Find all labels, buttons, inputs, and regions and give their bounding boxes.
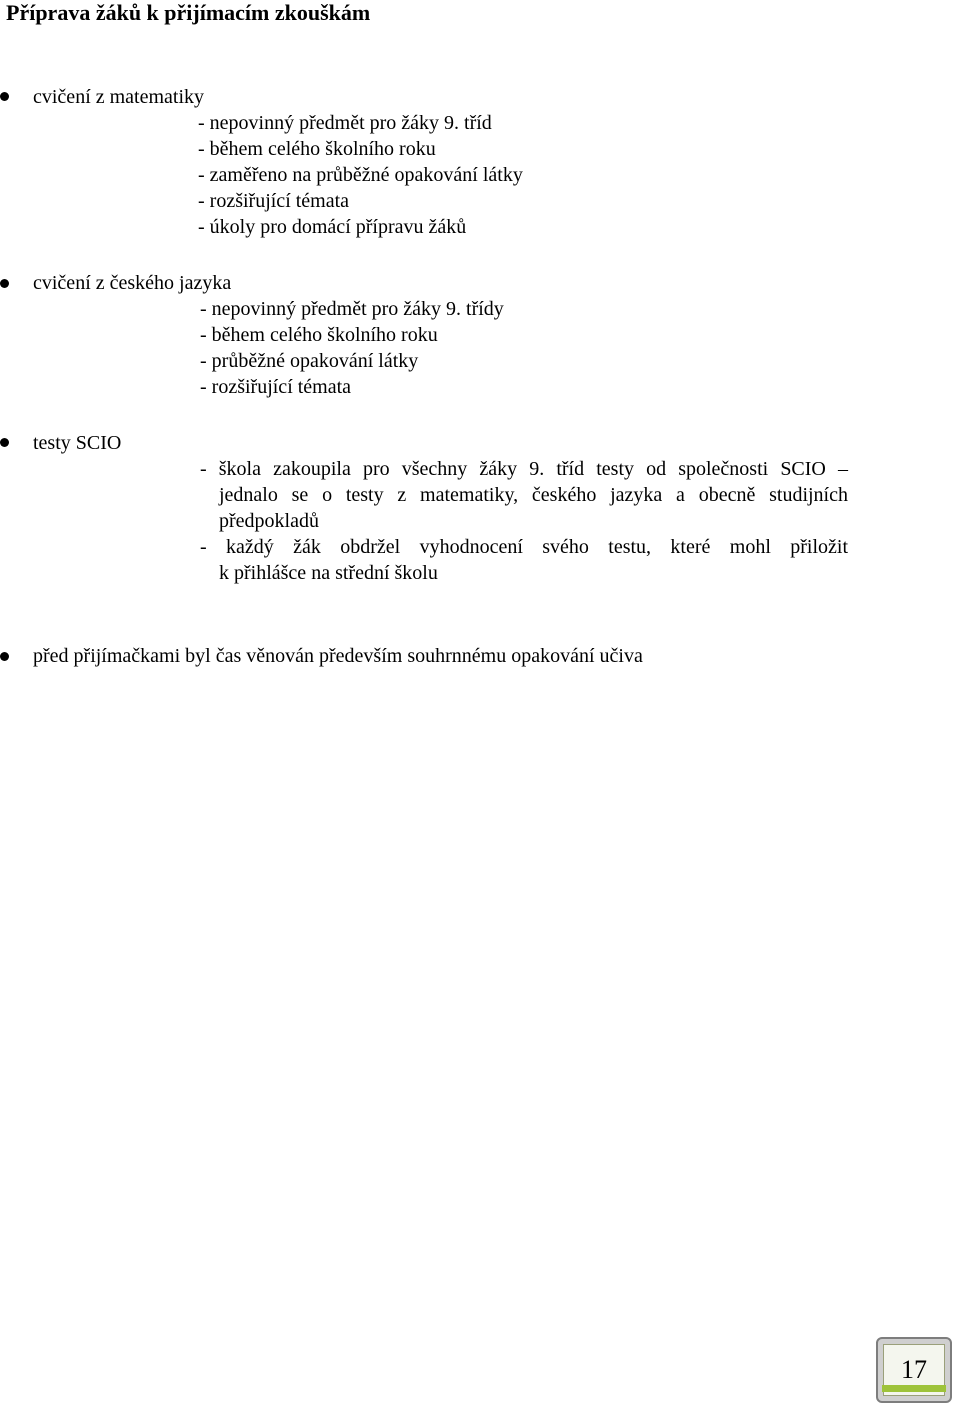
bullet-icon bbox=[0, 438, 9, 447]
section-heading-math: cvičení z matematiky bbox=[33, 86, 205, 108]
list-item: - rozšiřující témata bbox=[200, 376, 352, 398]
list-item: jednalo se o testy z matematiky, českého jazyka a obecně studijních bbox=[219, 484, 848, 506]
page-number-box bbox=[876, 1337, 952, 1403]
list-item: - nepovinný předmět pro žáky 9. tříd bbox=[198, 112, 492, 134]
list-item: - rozšiřující témata bbox=[198, 190, 350, 212]
section-heading-czech: cvičení z českého jazyka bbox=[33, 272, 232, 294]
list-item: k přihlášce na střední školu bbox=[219, 562, 438, 584]
page-title: Příprava žáků k přijímacím zkouškám bbox=[6, 0, 371, 25]
section-heading-scio: testy SCIO bbox=[33, 432, 122, 454]
bullet-icon bbox=[0, 652, 9, 661]
list-item: - během celého školního roku bbox=[200, 324, 438, 346]
bullet-icon bbox=[0, 92, 9, 101]
list-item: - zaměřeno na průběžné opakování látky bbox=[198, 164, 523, 186]
section-heading-review: před přijímačkami byl čas věnován především souhrnnému opakování učiva bbox=[33, 645, 643, 667]
list-item: - úkoly pro domácí přípravu žáků bbox=[198, 216, 467, 238]
list-item: - průběžné opakování látky bbox=[200, 350, 419, 372]
page-number-accent-bar bbox=[882, 1385, 946, 1392]
list-item: - během celého školního roku bbox=[198, 138, 436, 160]
page-number: 17 bbox=[901, 1355, 927, 1384]
list-item: - nepovinný předmět pro žáky 9. třídy bbox=[200, 298, 504, 320]
list-item: předpokladů bbox=[219, 510, 319, 532]
bullet-icon bbox=[0, 279, 9, 288]
list-item: - škola zakoupila pro všechny žáky 9. tříd testy od společnosti SCIO – bbox=[200, 458, 848, 480]
list-item: - každý žák obdržel vyhodnocení svého testu, které mohl přiložit bbox=[200, 536, 848, 558]
